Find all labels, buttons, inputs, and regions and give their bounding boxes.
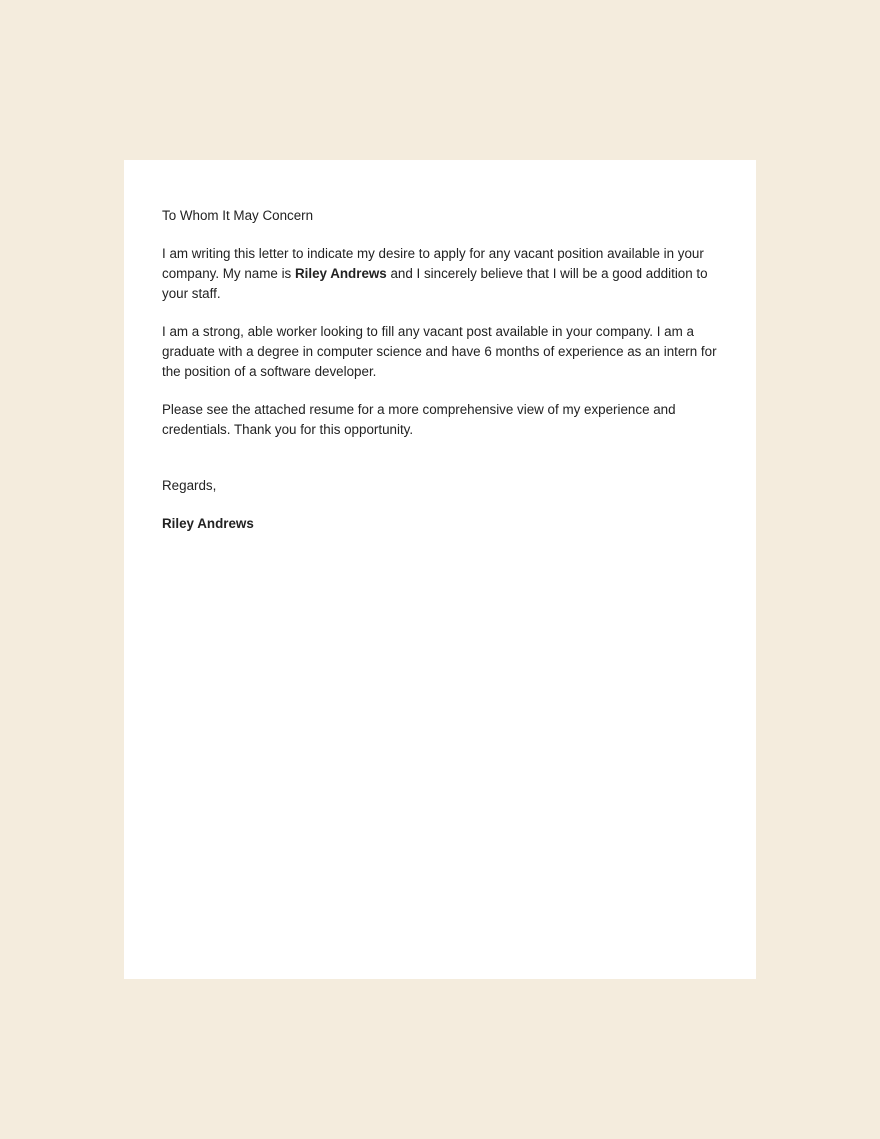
paragraph-intro (162, 244, 722, 304)
letter-body (162, 206, 722, 534)
paragraph-intro-text-end: and I sincerely believe that I will be a good addition to your staff. (162, 266, 708, 301)
salutation: To Whom It May Concern (162, 208, 314, 223)
paragraph-resume: Please see the attached resume for a more comprehensive view of my experience and credentials. Thank you for this opportunity. (162, 402, 676, 437)
letter-page (124, 160, 756, 979)
closing: Regards, (162, 478, 217, 493)
signature: Riley Andrews (162, 516, 254, 531)
applicant-name-inline: Riley Andrews (294, 266, 387, 281)
paragraph-qualifications: I am a strong, able worker looking to fill any vacant post available in your company. I am a graduate with a degree in computer science and have 6 months of experience as an intern for the position of a software developer. (162, 324, 717, 379)
paragraph-intro-text-start: I am writing this letter to indicate my desire to apply for any vacant position available in your company. My name is (162, 246, 704, 281)
